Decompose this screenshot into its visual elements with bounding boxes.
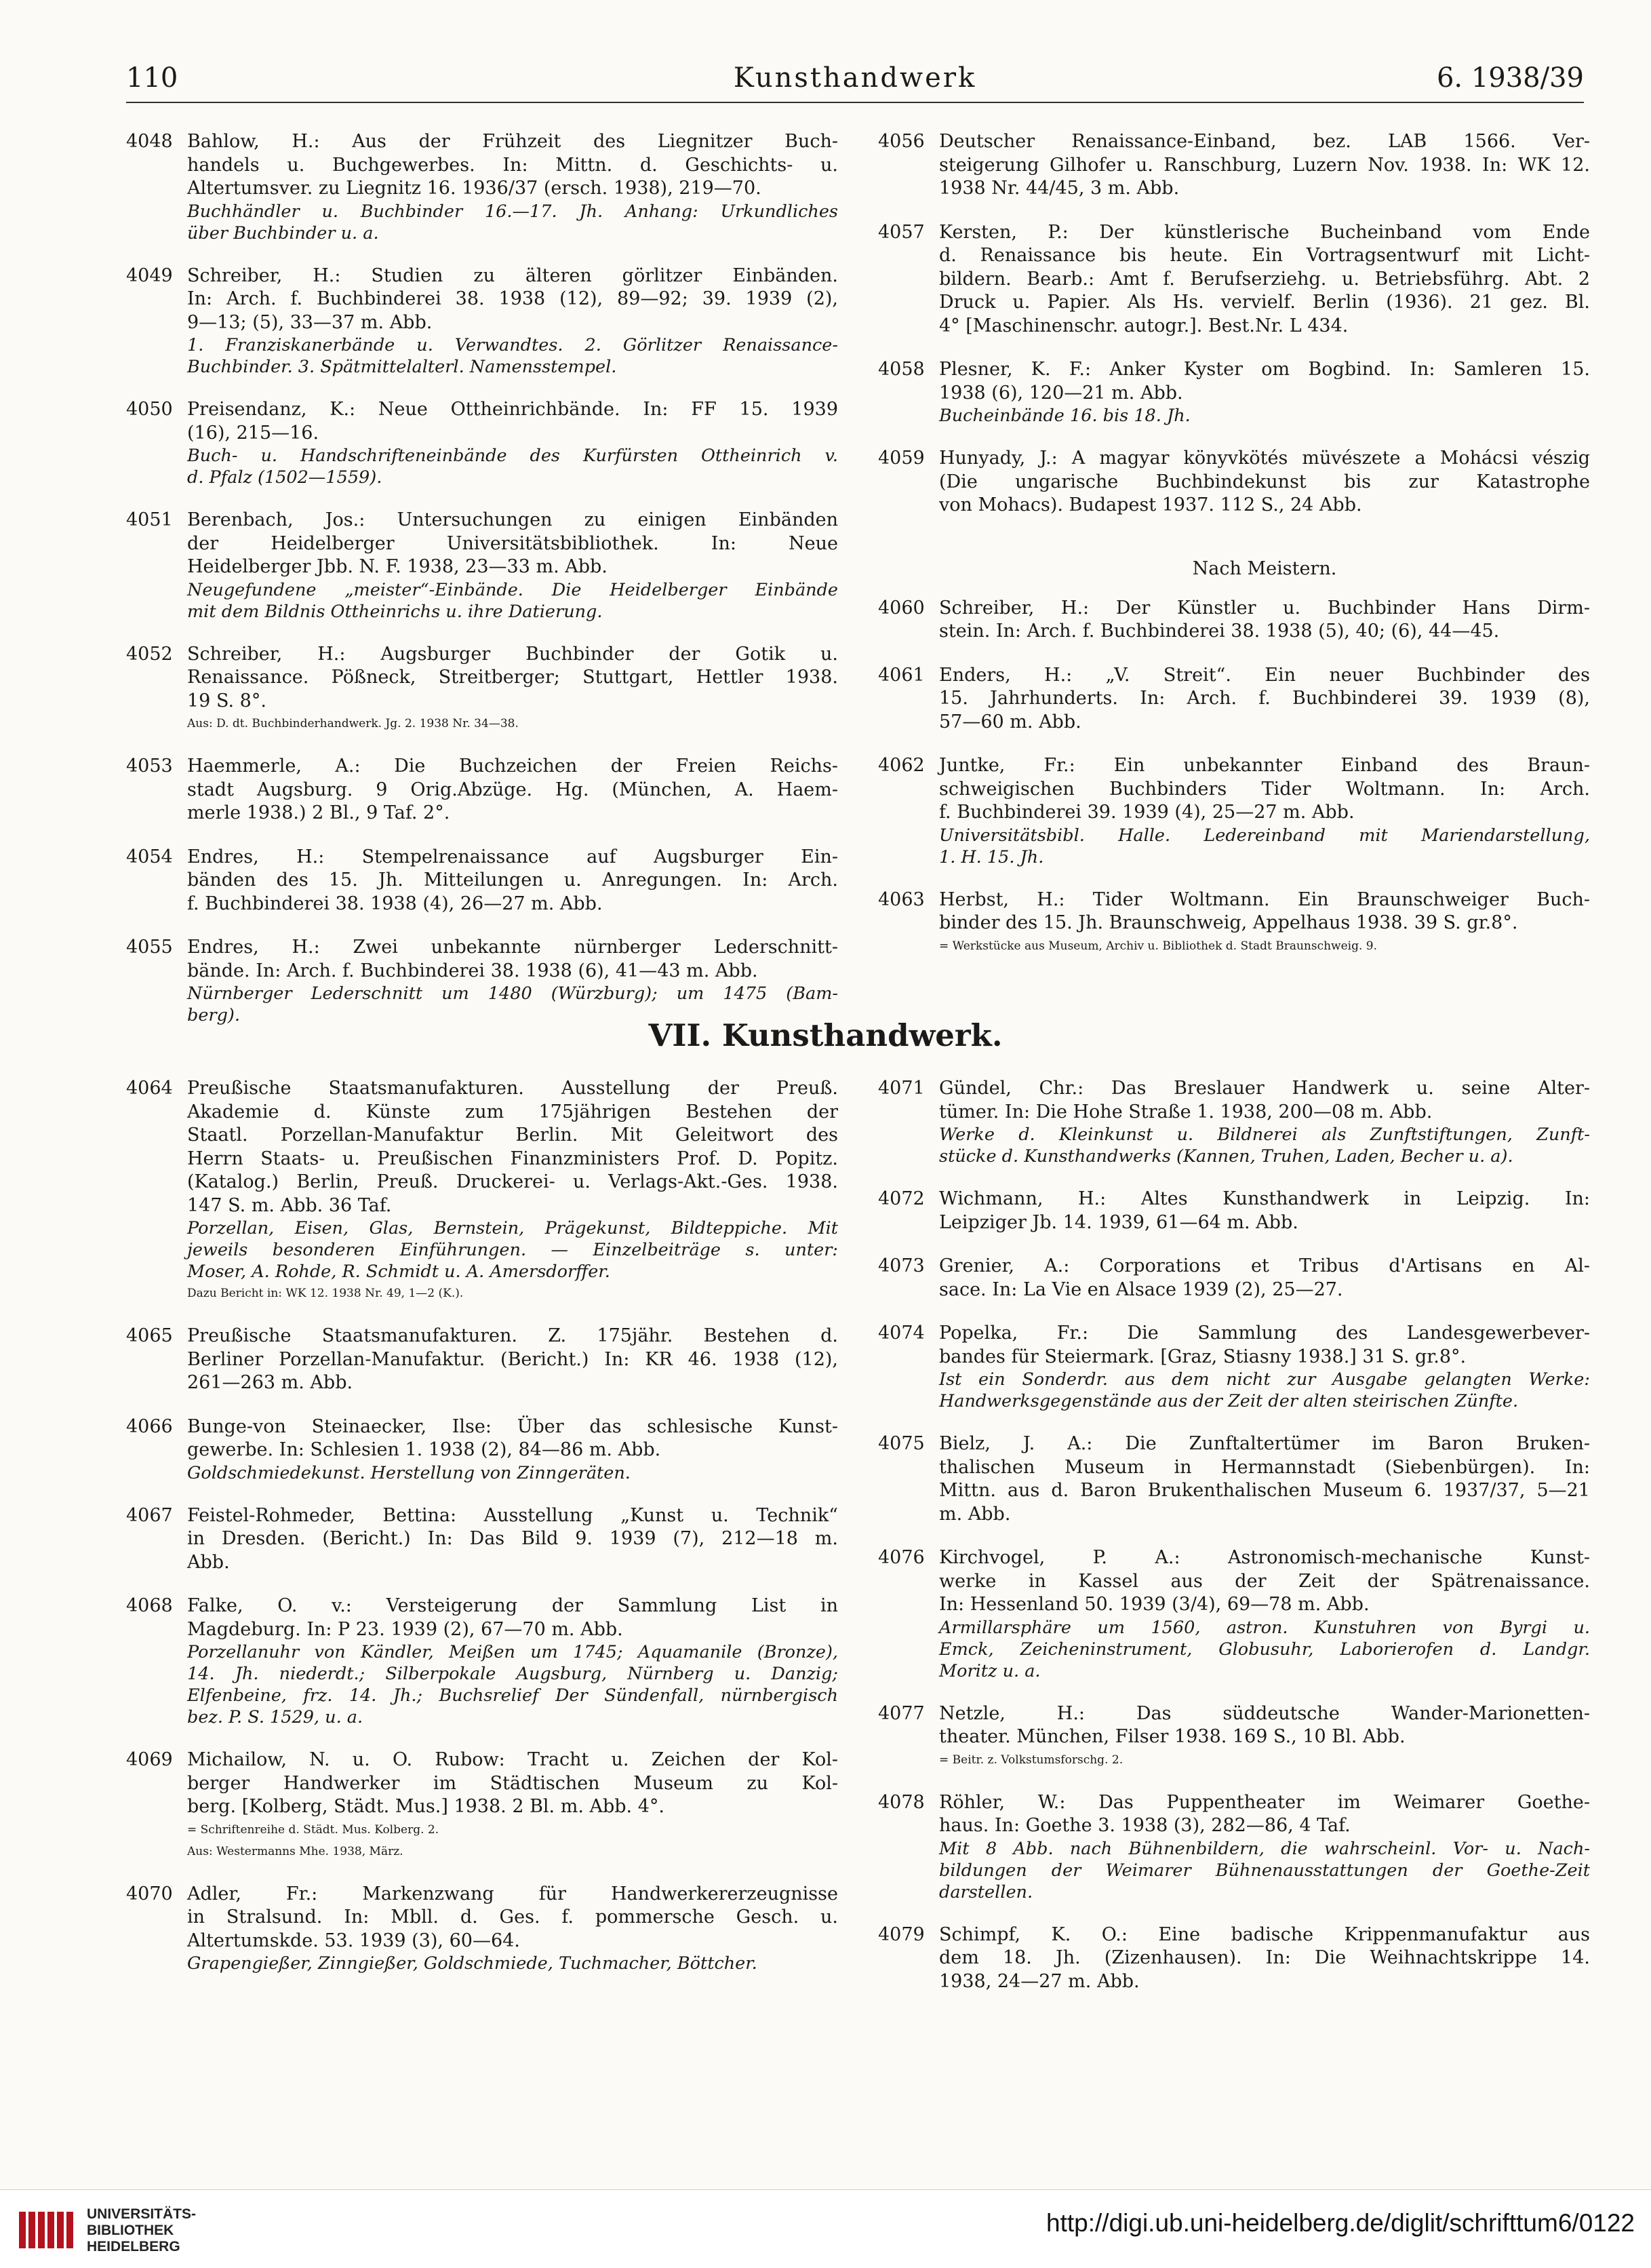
entry-text-line: Magdeburg. In: P 23. 1939 (2), 67—70 m. Abb. — [187, 1618, 623, 1640]
header-volume: 6. 1938/39 — [1436, 62, 1584, 94]
library-name-line: BIBLIOTHEK — [87, 2223, 174, 2238]
bibliography-entry — [126, 1748, 838, 1862]
bibliography-entry — [878, 1432, 1590, 1526]
entry-number: 4077 — [878, 1702, 925, 1724]
entry-text-line: Röhler, W.: Das Puppentheater im Weimarer Goethe- — [939, 1791, 1590, 1813]
column-bottom-left — [126, 1077, 838, 1995]
section-title: VII. Kunsthandwerk. — [648, 1017, 1003, 1053]
entry-text-line: theater. München, Filser 1938. 169 S., 10 Bl. Abb. — [939, 1726, 1406, 1747]
bibliography-entry — [126, 1415, 838, 1484]
entry-text-line: Schreiber, H.: Der Künstler u. Buchbinder Hans Dirm- — [939, 597, 1590, 619]
entry-number: 4064 — [126, 1078, 173, 1099]
entry-text-line: In: Hessenland 50. 1939 (3/4), 69—78 m. Abb. — [939, 1594, 1370, 1615]
entry-annotation-line: Universitätsbibl. Halle. Ledereinband mit Mariendarstellung, — [939, 825, 1590, 846]
entry-number: 4054 — [126, 846, 173, 867]
entry-text-line: Heidelberger Jbb. N. F. 1938, 23—33 m. Abb. — [187, 556, 608, 577]
entry-text-line: steigerung Gilhofer u. Ranschburg, Luzern Nov. 1938. In: WK 12. — [939, 154, 1590, 176]
permalink-url[interactable]: http://digi.ub.uni-heidelberg.de/diglit/schrifttum6/0122 — [1046, 2209, 1635, 2237]
entry-number: 4079 — [878, 1923, 925, 1945]
entry-annotation-line: Moritz u. a. — [939, 1660, 1041, 1681]
entry-annotation-line: Neugefundene „meister“-Einbände. Die Heidelberger Einbände — [187, 579, 838, 600]
entry-text-line: Plesner, K. F.: Anker Kyster om Bogbind. In: Samleren 15. — [939, 359, 1590, 380]
entry-number: 4076 — [878, 1547, 925, 1568]
entry-text-line: Akademie d. Künste zum 175jährigen Bestehen der — [187, 1101, 838, 1122]
column-bottom-right — [878, 1077, 1590, 2014]
entry-text-line: Berliner Porzellan-Manufaktur. (Bericht.) In: KR 46. 1938 (12), — [187, 1348, 838, 1370]
entry-text-line: Altertumsver. zu Liegnitz 16. 1936/37 (ersch. 1938), 219—70. — [187, 178, 761, 199]
entry-number: 4066 — [126, 1415, 173, 1437]
entry-text-line: Deutscher Renaissance-Einband, bez. LAB 1566. Ver- — [939, 131, 1590, 152]
entry-source-note: = Werkstücke aus Museum, Archiv u. Bibliothek d. Stadt Braunschweig. 9. — [939, 939, 1378, 953]
running-header — [126, 62, 1584, 103]
entry-text-line: Wichmann, H.: Altes Kunsthandwerk in Leipzig. In: — [939, 1188, 1590, 1209]
entry-text-line: 57—60 m. Abb. — [939, 711, 1081, 732]
entry-text-line: tümer. In: Die Hohe Straße 1. 1938, 200—08 m. Abb. — [939, 1101, 1433, 1122]
entry-text-line: (16), 215—16. — [187, 422, 319, 444]
entry-text-line: merle 1938.) 2 Bl., 9 Taf. 2°. — [187, 802, 450, 823]
entry-text-line: Netzle, H.: Das süddeutsche Wander-Marionetten- — [939, 1702, 1590, 1724]
entry-source-note: Dazu Bericht in: WK 12. 1938 Nr. 49, 1—2 (K.). — [187, 1287, 464, 1300]
bibliography-entry — [126, 1077, 838, 1304]
bibliography-entry — [878, 1546, 1590, 1682]
entry-text-line: Hunyady, J.: A magyar könyvkötés müvészete a Mohácsi vészig — [939, 448, 1590, 469]
entry-annotation-line: jeweils besonderen Einführungen. — Einzelbeiträge s. unter: — [187, 1240, 838, 1260]
entry-annotation-line: mit dem Bildnis Ottheinrichs u. ihre Datierung. — [187, 601, 603, 622]
entry-text-line: bänden des 15. Jh. Mitteilungen u. Anregungen. In: Arch. — [187, 869, 838, 891]
entry-text-line: 1938, 24—27 m. Abb. — [939, 1970, 1140, 1992]
bibliography-entry — [126, 509, 838, 623]
entry-text-line: thalischen Museum in Hermannstadt (Siebenbürgen). In: — [939, 1456, 1590, 1478]
bibliography-entry — [878, 1322, 1590, 1412]
entry-annotation-line: d. Pfalz (1502—1559). — [187, 467, 382, 488]
entry-number: 4058 — [878, 359, 925, 380]
entry-number: 4073 — [878, 1255, 925, 1276]
entry-annotation-line: Porzellanuhr von Kändler, Meißen um 1745; Aquamanile (Bronze), — [187, 1642, 838, 1662]
bibliography-entry — [126, 643, 838, 735]
bibliography-entry — [878, 1255, 1590, 1302]
entry-text-line: (Katalog.) Berlin, Preuß. Druckerei- u. Verlags-Akt.-Ges. 1938. — [187, 1171, 838, 1192]
entry-text-line: Kirchvogel, P. A.: Astronomisch-mechanische Kunst- — [939, 1547, 1590, 1568]
entry-text-line: von Mohacs). Budapest 1937. 112 S., 24 Abb. — [939, 494, 1362, 515]
entry-text-line: Bahlow, H.: Aus der Frühzeit des Liegnitzer Buch- — [187, 131, 838, 152]
entry-number: 4060 — [878, 597, 925, 619]
bibliography-entry — [126, 265, 838, 378]
bibliography-entry — [878, 447, 1590, 517]
bibliography-entry — [878, 1188, 1590, 1234]
entry-annotation-line: Armillarsphäre um 1560, astron. Kunstuhren von Byrgi u. — [939, 1617, 1590, 1638]
entry-annotation-line: Bucheinbände 16. bis 18. Jh. — [939, 406, 1191, 426]
entry-annotation-line: Buch- u. Handschrifteneinbände des Kurfürsten Ottheinrich v. — [187, 446, 838, 466]
entry-text-line: Renaissance. Pößneck, Streitberger; Stuttgart, Hettler 1938. — [187, 667, 838, 688]
entry-number: 4078 — [878, 1791, 925, 1813]
entry-number: 4061 — [878, 664, 925, 686]
bibliography-entry — [878, 221, 1590, 338]
bibliography-entry — [126, 1504, 838, 1575]
entry-number: 4063 — [878, 888, 925, 910]
entry-text-line: Feistel-Rohmeder, Bettina: Ausstellung „Kunst u. Technik“ — [187, 1504, 838, 1526]
entry-text-line: 19 S. 8°. — [187, 690, 266, 711]
entry-number: 4057 — [878, 221, 925, 243]
entry-text-line: Herrn Staats- u. Preußischen Finanzministers Prof. D. Popitz. — [187, 1148, 838, 1169]
entry-text-line: Preußische Staatsmanufakturen. Ausstellung der Preuß. — [187, 1078, 838, 1099]
bibliography-entry — [878, 1923, 1590, 1994]
bibliography-entry — [126, 936, 838, 1026]
entry-annotation-line: Mit 8 Abb. nach Bühnenbildern, die wahrscheinl. Vor- u. Nach- — [939, 1838, 1590, 1859]
library-name — [87, 2206, 196, 2255]
entry-annotation-line: 1. Franziskanerbände u. Verwandtes. 2. Görlitzer Renaissance- — [187, 335, 838, 355]
entry-text-line: 147 S. m. Abb. 36 Taf. — [187, 1194, 392, 1216]
entry-number: 4062 — [878, 755, 925, 776]
bibliography-entry — [878, 754, 1590, 868]
entry-number: 4070 — [126, 1883, 173, 1904]
entry-annotation-line: Goldschmiedekunst. Herstellung von Zinngeräten. — [187, 1462, 631, 1483]
entry-text-line: binder des 15. Jh. Braunschweig, Appelhaus 1938. 39 S. gr.8°. — [939, 912, 1518, 933]
entry-text-line: 9—13; (5), 33—37 m. Abb. — [187, 311, 433, 333]
entry-text-line: Adler, Fr.: Markenzwang für Handwerkererzeugnisse — [187, 1883, 838, 1904]
entry-text-line: Staatl. Porzellan-Manufaktur Berlin. Mit Geleitwort des — [187, 1125, 838, 1146]
bibliography-entry — [126, 755, 838, 825]
entry-annotation-line: Werke d. Kleinkunst u. Bildnerei als Zunftstiftungen, Zunft- — [939, 1125, 1590, 1145]
bibliography-entry — [878, 1077, 1590, 1167]
entry-annotation-line: Elfenbeine, frz. 14. Jh.; Buchsrelief Der Sündenfall, nürnbergisch — [187, 1685, 838, 1706]
entry-text-line: Altertumskde. 53. 1939 (3), 60—64. — [187, 1930, 520, 1951]
bibliography-entry — [126, 1595, 838, 1728]
entry-number: 4050 — [126, 399, 173, 420]
entry-text-line: Mittn. aus d. Baron Brukenthalischen Museum 6. 1937/37, 5—21 — [939, 1480, 1590, 1501]
entry-annotation-line: Buchhändler u. Buchbinder 16.—17. Jh. Anhang: Urkundliches — [187, 201, 838, 222]
entry-text-line: Haemmerle, A.: Die Buchzeichen der Freien Reichs- — [187, 756, 838, 777]
entry-annotation-line: Ist ein Sonderdr. aus dem nicht zur Ausgabe gelangten Werke: — [939, 1369, 1590, 1390]
entry-text-line: dem 18. Jh. (Zizenhausen). In: Die Weihnachtskrippe 14. — [939, 1947, 1590, 1968]
bibliography-entry — [126, 1325, 838, 1395]
entry-text-line: m. Abb. — [939, 1503, 1011, 1525]
entry-text-line: haus. In: Goethe 3. 1938 (3), 282—86, 4 Taf. — [939, 1815, 1351, 1836]
bibliography-entry — [878, 358, 1590, 427]
entry-text-line: Enders, H.: „V. Streit“. Ein neuer Buchbinder des — [939, 664, 1590, 686]
entry-text-line: Michailow, N. u. O. Rubow: Tracht u. Zeichen der Kol- — [187, 1749, 838, 1770]
bibliography-entry — [878, 1702, 1590, 1771]
entry-annotation-line: Handwerksgegenstände aus der Zeit der alten steirischen Zünfte. — [939, 1391, 1519, 1411]
entry-text-line: Kersten, P.: Der künstlerische Bucheinband vom Ende — [939, 221, 1590, 243]
entry-text-line: Druck u. Papier. Als Hs. vervielf. Berlin (1936). 21 gez. Bl. — [939, 292, 1590, 313]
library-name-line: UNIVERSITÄTS- — [87, 2206, 197, 2222]
viewer-footer — [0, 2190, 1651, 2268]
entry-text-line: schweigischen Buchbinders Tider Woltmann. In: Arch. — [939, 778, 1590, 800]
entry-text-line: Schimpf, K. O.: Eine badische Krippenmanufaktur aus — [939, 1923, 1590, 1945]
bibliography-entry — [878, 1791, 1590, 1903]
entry-text-line: berger Handwerker im Städtischen Museum zu Kol- — [187, 1772, 838, 1794]
bibliography-entry — [878, 888, 1590, 957]
top-right-entries-2 — [878, 597, 1590, 957]
entry-number: 4056 — [878, 131, 925, 152]
entry-number: 4069 — [126, 1749, 173, 1770]
entry-text-line: der Heidelberger Universitätsbibliothek. In: Neue — [187, 532, 838, 554]
entry-source-note: = Schriftenreihe d. Städt. Mus. Kolberg. 2. — [187, 1822, 439, 1837]
entry-text-line: Preußische Staatsmanufakturen. Z. 175jähr. Bestehen d. — [187, 1325, 838, 1346]
entry-text-line: handels u. Buchgewerbes. In: Mittn. d. Geschichts- u. — [187, 154, 838, 176]
entry-text-line: Juntke, Fr.: Ein unbekannter Einband des Braun- — [939, 755, 1590, 776]
entry-text-line: d. Renaissance bis heute. Ein Vortragsentwurf mit Licht- — [939, 245, 1590, 266]
entry-text-line: Schreiber, H.: Studien zu älteren görlitzer Einbänden. — [187, 265, 838, 286]
entry-text-line: Preisendanz, K.: Neue Ottheinrichbände. In: FF 15. 1939 — [187, 399, 838, 420]
bibliography-entry — [126, 1883, 838, 1975]
entry-annotation-line: Moser, A. Rohde, R. Schmidt u. A. Amersdorffer. — [187, 1262, 610, 1282]
entry-annotation-line: berg). — [187, 1005, 240, 1025]
bibliography-entry — [126, 398, 838, 488]
library-name-line: HEIDELBERG — [87, 2239, 180, 2254]
entry-annotation-line: darstellen. — [939, 1881, 1033, 1902]
column-top-left — [126, 130, 838, 1047]
entry-annotation-line: 1. H. 15. Jh. — [939, 846, 1044, 867]
entry-text-line: Abb. — [187, 1551, 230, 1573]
entry-text-line: 15. Jahrhunderts. In: Arch. f. Buchbinderei 39. 1939 (8), — [939, 688, 1590, 709]
entry-text-line: Endres, H.: Zwei unbekannte nürnberger Lederschnitt- — [187, 937, 838, 958]
entry-text-line: Schreiber, H.: Augsburger Buchbinder der Gotik u. — [187, 643, 838, 665]
entry-text-line: gewerbe. In: Schlesien 1. 1938 (2), 84—86 m. Abb. — [187, 1439, 661, 1460]
entry-text-line: Grenier, A.: Corporations et Tribus d'Artisans en Al- — [939, 1255, 1590, 1276]
entry-text-line: stein. In: Arch. f. Buchbinderei 38. 1938 (5), 40; (6), 44—45. — [939, 621, 1500, 642]
entry-number: 4065 — [126, 1325, 173, 1346]
entry-source-note: Aus: Westermanns Mhe. 1938, März. — [187, 1844, 403, 1858]
entry-text-line: (Die ungarische Buchbindekunst bis zur Katastrophe — [939, 471, 1590, 492]
entry-text-line: bildern. Bearb.: Amt f. Berufserziehg. u. Betriebsführg. Abt. 2 — [939, 268, 1590, 290]
entry-text-line: 4° [Maschinenschr. autogr.]. Best.Nr. L 434. — [939, 315, 1349, 336]
entry-annotation-line: Emck, Zeicheninstrument, Globusuhr, Laborierofen d. Landgr. — [939, 1639, 1590, 1660]
entry-text-line: f. Buchbinderei 39. 1939 (4), 25—27 m. Abb. — [939, 802, 1355, 823]
entry-annotation-line: 14. Jh. niederdt.; Silberpokale Augsburg, Nürnberg u. Danzig; — [187, 1664, 838, 1684]
entry-annotation-line: Grapengießer, Zinngießer, Goldschmiede, Tuchmacher, Böttcher. — [187, 1953, 757, 1974]
entry-annotation-line: bez. P. S. 1529, u. a. — [187, 1707, 363, 1727]
entry-text-line: Endres, H.: Stempelrenaissance auf Augsburger Ein- — [187, 846, 838, 867]
entry-annotation-line: stücke d. Kunsthandwerks (Kannen, Truhen, Laden, Becher u. a). — [939, 1146, 1513, 1167]
entry-text-line: werke in Kassel aus der Zeit der Spätrenaissance. — [939, 1570, 1590, 1592]
entry-text-line: Bielz, J. A.: Die Zunftaltertümer im Baron Bruken- — [939, 1433, 1590, 1454]
bibliography-entry — [878, 597, 1590, 644]
entry-number: 4051 — [126, 509, 173, 530]
bibliography-entry — [878, 664, 1590, 735]
header-rule — [126, 102, 1584, 103]
entry-number: 4075 — [878, 1433, 925, 1454]
entry-text-line: sace. In: La Vie en Alsace 1939 (2), 25—27. — [939, 1278, 1343, 1300]
entry-text-line: Gündel, Chr.: Das Breslauer Handwerk u. seine Alter- — [939, 1078, 1590, 1099]
entry-text-line: Berenbach, Jos.: Untersuchungen zu einigen Einbänden — [187, 509, 838, 530]
entry-source-note: = Beitr. z. Volkstumsforschg. 2. — [939, 1753, 1123, 1767]
entry-annotation-line: Porzellan, Eisen, Glas, Bernstein, Prägekunst, Bildteppiche. Mit — [187, 1218, 838, 1238]
entry-text-line: Falke, O. v.: Versteigerung der Sammlung List in — [187, 1595, 838, 1616]
bibliography-entry — [126, 846, 838, 916]
entry-text-line: 1938 (6), 120—21 m. Abb. — [939, 382, 1183, 404]
entry-text-line: Popelka, Fr.: Die Sammlung des Landesgewerbever- — [939, 1323, 1590, 1344]
top-right-entries — [878, 130, 1590, 517]
entry-text-line: bände. In: Arch. f. Buchbinderei 38. 1938 (6), 41—43 m. Abb. — [187, 960, 758, 981]
entry-annotation-line: Buchbinder. 3. Spätmittelalterl. Namensstempel. — [187, 357, 617, 377]
column-top-right — [878, 130, 1590, 977]
entry-number: 4049 — [126, 265, 173, 286]
entry-text-line: Leipziger Jb. 14. 1939, 61—64 m. Abb. — [939, 1211, 1298, 1233]
bibliography-entry — [126, 130, 838, 244]
entry-annotation-line: bildungen der Weimarer Bühnenausstattungen der Goethe-Zeit — [939, 1860, 1590, 1881]
library-logo-icon — [19, 2209, 77, 2251]
entry-annotation-line: über Buchbinder u. a. — [187, 222, 379, 243]
entry-text-line: Herbst, H.: Tider Woltmann. Ein Braunschweiger Buch- — [939, 888, 1590, 910]
entry-annotation-line: Nürnberger Lederschnitt um 1480 (Würzburg); um 1475 (Bam- — [187, 983, 838, 1004]
entry-text-line: 261—263 m. Abb. — [187, 1372, 353, 1393]
entry-number: 4059 — [878, 448, 925, 469]
page-number: 110 — [126, 62, 178, 94]
entry-source-note: Aus: D. dt. Buchbinderhandwerk. Jg. 2. 1938 Nr. 34—38. — [187, 717, 519, 730]
entry-number: 4074 — [878, 1323, 925, 1344]
entry-number: 4053 — [126, 756, 173, 777]
entry-number: 4071 — [878, 1078, 925, 1099]
entry-text-line: berg. [Kolberg, Städt. Mus.] 1938. 2 Bl. m. Abb. 4°. — [187, 1796, 664, 1817]
subsection-heading: Nach Meistern. — [1192, 558, 1337, 579]
entry-text-line: stadt Augsburg. 9 Orig.Abzüge. Hg. (München, A. Haem- — [187, 779, 838, 800]
entry-number: 4052 — [126, 643, 173, 665]
entry-text-line: Bunge-von Steinaecker, Ilse: Über das schlesische Kunst- — [187, 1415, 838, 1437]
entry-number: 4072 — [878, 1188, 925, 1209]
entry-text-line: in Dresden. (Bericht.) In: Das Bild 9. 1939 (7), 212—18 m. — [187, 1528, 838, 1549]
entry-text-line: in Stralsund. In: Mbll. d. Ges. f. pommersche Gesch. u. — [187, 1907, 838, 1928]
header-title: Kunsthandwerk — [733, 62, 977, 94]
bibliography-entry — [878, 130, 1590, 201]
entry-text-line: f. Buchbinderei 38. 1938 (4), 26—27 m. Abb. — [187, 893, 603, 914]
entry-text-line: 1938 Nr. 44/45, 3 m. Abb. — [939, 178, 1180, 199]
entry-number: 4055 — [126, 937, 173, 958]
entry-number: 4067 — [126, 1504, 173, 1526]
entry-text-line: In: Arch. f. Buchbinderei 38. 1938 (12), 89—92; 39. 1939 (2), — [187, 288, 838, 309]
entry-number: 4068 — [126, 1595, 173, 1616]
entry-text-line: bandes für Steiermark. [Graz, Stiasny 1938.] 31 S. gr.8°. — [939, 1346, 1467, 1367]
entry-number: 4048 — [126, 131, 173, 152]
